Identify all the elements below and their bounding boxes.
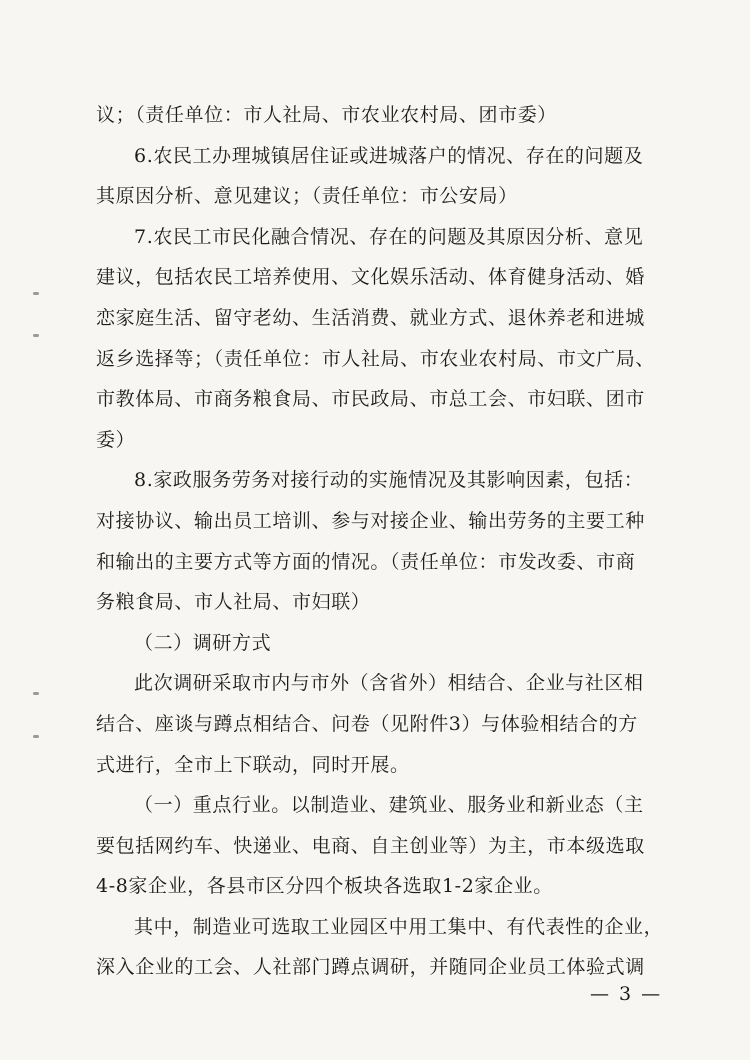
text-line: 此次调研采取市内与市外（含省外）相结合、企业与社区相 (134, 672, 644, 695)
text-line: 务粮食局、市人社局、市妇联） (96, 591, 371, 614)
text-line: 返乡选择等；（责任单位：市人社局、市农业农村局、市文广局、 (96, 347, 655, 370)
page-number: — 3 — (590, 983, 663, 1005)
text-line: 结合、座谈与蹲点相结合、问卷（见附件3）与体验相结合的方 (96, 712, 638, 735)
text-line: （二）调研方式 (134, 631, 272, 654)
text-line: 其中，制造业可选取工业园区中用工集中、有代表性的企业， (134, 915, 664, 938)
binding-hole-mark (33, 735, 39, 738)
text-line: 对接协议、输出员工培训、参与对接企业、输出劳务的主要工种 (96, 509, 645, 532)
text-line: （一）重点行业。以制造业、建筑业、服务业和新业态（主 (134, 794, 644, 817)
text-line: 恋家庭生活、留守老幼、生活消费、就业方式、退休养老和进城 (96, 306, 645, 329)
text-line: 要包括网约车、快递业、电商、自主创业等）为主，市本级选取 (96, 834, 645, 857)
text-line: 其原因分析、意见建议；（责任单位：市公安局） (96, 185, 518, 208)
text-line: 7.农民工市民化融合情况、存在的问题及其原因分析、意见 (134, 225, 644, 248)
text-line: 6.农民工办理城镇居住证或进城落户的情况、存在的问题及 (134, 144, 644, 167)
text-line: 委） (96, 428, 136, 451)
text-line: 和输出的主要方式等方面的情况。（责任单位：市发改委、市商 (96, 550, 636, 573)
text-line: 建议，包括农民工培养使用、文化娱乐活动、体育健身活动、婚 (96, 266, 645, 289)
binding-hole-mark (33, 334, 39, 337)
text-line: 8.家政服务劳务对接行动的实施情况及其影响因素，包括： (134, 469, 644, 492)
binding-hole-mark (33, 292, 39, 295)
text-line: 式进行，全市上下联动，同时开展。 (96, 753, 410, 776)
text-line: 议；（责任单位：市人社局、市农业农村局、团市委） (96, 104, 557, 126)
binding-hole-mark (33, 692, 39, 695)
text-line: 深入企业的工会、人社部门蹲点调研，并随同企业员工体验式调 (96, 956, 645, 979)
text-line: 市教体局、市商务粮食局、市民政局、市总工会、市妇联、团市 (96, 388, 645, 411)
text-line: 4-8家企业，各县市区分四个板块各选取1-2家企业。 (96, 875, 553, 898)
document-body (96, 95, 664, 988)
